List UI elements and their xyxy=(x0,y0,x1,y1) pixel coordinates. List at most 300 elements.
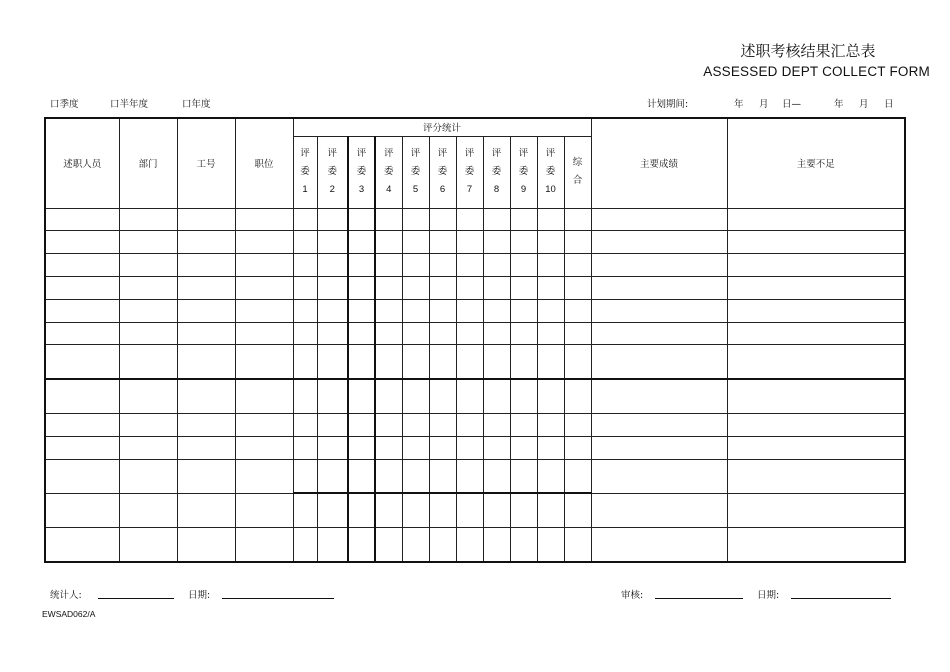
table-cell[interactable] xyxy=(375,345,402,379)
table-cell[interactable] xyxy=(402,322,429,345)
table-cell[interactable] xyxy=(402,528,429,562)
table-cell[interactable] xyxy=(235,231,293,254)
table-cell[interactable] xyxy=(537,459,564,493)
judge-char-2: 委 xyxy=(356,166,367,177)
table-cell[interactable] xyxy=(429,276,456,299)
table-cell[interactable] xyxy=(348,299,375,322)
option-year[interactable]: 口年度 xyxy=(182,99,211,110)
judge-char-1: 评 xyxy=(410,148,421,159)
table-row xyxy=(45,231,905,254)
table-cell[interactable] xyxy=(293,413,317,436)
table-cell[interactable] xyxy=(348,436,375,459)
table-cell[interactable] xyxy=(177,379,235,413)
table-cell[interactable] xyxy=(727,345,905,379)
table-cell[interactable] xyxy=(564,208,591,231)
col-header-judge-10 xyxy=(537,136,564,208)
table-cell[interactable] xyxy=(510,322,537,345)
table-row xyxy=(45,322,905,345)
table-cell[interactable] xyxy=(510,345,537,379)
table-cell[interactable] xyxy=(456,379,483,413)
table-cell[interactable] xyxy=(402,379,429,413)
table-cell[interactable] xyxy=(119,459,177,493)
table-cell[interactable] xyxy=(727,436,905,459)
judge-char-1: 评 xyxy=(464,148,475,159)
table-cell[interactable] xyxy=(293,379,317,413)
table-cell[interactable] xyxy=(564,231,591,254)
table-cell[interactable] xyxy=(317,528,348,562)
table-cell[interactable] xyxy=(483,254,510,277)
overall-text: 综 合 xyxy=(572,157,583,186)
table-cell[interactable] xyxy=(591,254,727,277)
table-cell[interactable] xyxy=(45,254,119,277)
judge-number: 4 xyxy=(386,184,392,195)
judge-char-2: 委 xyxy=(437,166,448,177)
table-cell[interactable] xyxy=(348,413,375,436)
table-cell[interactable] xyxy=(564,276,591,299)
table-cell[interactable] xyxy=(235,413,293,436)
table-cell[interactable] xyxy=(293,493,317,527)
table-cell[interactable] xyxy=(119,528,177,562)
table-cell[interactable] xyxy=(119,322,177,345)
table-cell[interactable] xyxy=(177,528,235,562)
table-cell[interactable] xyxy=(429,208,456,231)
table-row xyxy=(45,299,905,322)
judge-number: 1 xyxy=(302,184,308,195)
table-cell[interactable] xyxy=(348,528,375,562)
table-cell[interactable] xyxy=(429,379,456,413)
table-cell[interactable] xyxy=(317,379,348,413)
table-cell[interactable] xyxy=(429,436,456,459)
table-cell[interactable] xyxy=(293,254,317,277)
table-cell[interactable] xyxy=(119,379,177,413)
table-cell[interactable] xyxy=(483,322,510,345)
table-cell[interactable] xyxy=(293,459,317,493)
judge-char-2: 委 xyxy=(383,166,394,177)
review-label: 审核: xyxy=(621,590,644,601)
table-cell[interactable] xyxy=(45,231,119,254)
judge-char-1: 评 xyxy=(491,148,502,159)
table-row xyxy=(45,276,905,299)
table-cell[interactable] xyxy=(348,254,375,277)
date-label: 日期: xyxy=(188,590,211,601)
table-cell[interactable] xyxy=(119,436,177,459)
table-cell[interactable] xyxy=(727,299,905,322)
table-cell[interactable] xyxy=(537,493,564,527)
table-cell[interactable] xyxy=(45,493,119,527)
table-cell[interactable] xyxy=(45,436,119,459)
date-label-2: 日期: xyxy=(757,590,780,601)
form-title-cn: 述职考核结果汇总表 xyxy=(740,42,876,60)
table-cell[interactable] xyxy=(564,436,591,459)
table-cell[interactable] xyxy=(456,493,483,527)
table-cell[interactable] xyxy=(727,322,905,345)
table-cell[interactable] xyxy=(402,493,429,527)
table-cell[interactable] xyxy=(537,436,564,459)
table-cell[interactable] xyxy=(375,379,402,413)
table-cell[interactable] xyxy=(348,231,375,254)
table-cell[interactable] xyxy=(177,493,235,527)
table-cell[interactable] xyxy=(727,493,905,527)
table-cell[interactable] xyxy=(429,493,456,527)
table-cell[interactable] xyxy=(537,345,564,379)
table-cell[interactable] xyxy=(317,208,348,231)
col-header-achievements: 主要成绩 xyxy=(591,118,727,208)
table-cell[interactable] xyxy=(375,299,402,322)
table-cell[interactable] xyxy=(317,254,348,277)
table-cell[interactable] xyxy=(375,254,402,277)
table-cell[interactable] xyxy=(402,436,429,459)
table-cell[interactable] xyxy=(375,459,402,493)
table-cell[interactable] xyxy=(402,459,429,493)
table-cell[interactable] xyxy=(293,436,317,459)
table-cell[interactable] xyxy=(564,379,591,413)
table-cell[interactable] xyxy=(591,299,727,322)
table-cell[interactable] xyxy=(375,208,402,231)
table-cell[interactable] xyxy=(293,231,317,254)
table-cell[interactable] xyxy=(483,299,510,322)
table-cell[interactable] xyxy=(119,254,177,277)
judge-char-2: 委 xyxy=(518,166,529,177)
table-cell[interactable] xyxy=(591,459,727,493)
table-cell[interactable] xyxy=(317,322,348,345)
table-row xyxy=(45,493,905,527)
table-cell[interactable] xyxy=(591,345,727,379)
table-cell[interactable] xyxy=(537,379,564,413)
table-cell[interactable] xyxy=(456,345,483,379)
table-cell[interactable] xyxy=(177,231,235,254)
col-header-person: 述职人员 xyxy=(45,118,119,208)
table-cell[interactable] xyxy=(375,493,402,527)
table-cell[interactable] xyxy=(119,231,177,254)
table-cell[interactable] xyxy=(510,299,537,322)
table-row xyxy=(45,345,905,379)
table-cell[interactable] xyxy=(177,345,235,379)
option-quarter[interactable]: 口季度 xyxy=(50,99,79,110)
plan-month2-label: 月 xyxy=(859,99,869,110)
table-cell[interactable] xyxy=(293,299,317,322)
table-cell[interactable] xyxy=(564,493,591,527)
stat-person-field[interactable] xyxy=(98,598,174,599)
table-cell[interactable] xyxy=(591,528,727,562)
table-cell[interactable] xyxy=(537,322,564,345)
table-cell[interactable] xyxy=(483,231,510,254)
table-cell[interactable] xyxy=(45,276,119,299)
table-row xyxy=(45,459,905,493)
table-cell[interactable] xyxy=(348,322,375,345)
table-cell[interactable] xyxy=(510,459,537,493)
table-cell[interactable] xyxy=(591,231,727,254)
table-cell[interactable] xyxy=(235,493,293,527)
judge-number: 10 xyxy=(545,184,556,195)
table-cell[interactable] xyxy=(177,413,235,436)
table-cell[interactable] xyxy=(235,254,293,277)
table-cell[interactable] xyxy=(402,208,429,231)
table-cell[interactable] xyxy=(483,459,510,493)
col-header-id: 工号 xyxy=(177,118,235,208)
table-cell[interactable] xyxy=(510,493,537,527)
date-field[interactable] xyxy=(222,598,334,599)
table-cell[interactable] xyxy=(510,413,537,436)
table-cell[interactable] xyxy=(483,528,510,562)
table-cell[interactable] xyxy=(45,299,119,322)
judge-char-2: 委 xyxy=(410,166,421,177)
table-cell[interactable] xyxy=(119,299,177,322)
table-cell[interactable] xyxy=(537,208,564,231)
plan-year-label: 年 xyxy=(734,99,744,110)
col-header-shortcomings: 主要不足 xyxy=(727,118,905,208)
table-cell[interactable] xyxy=(429,413,456,436)
table-cell[interactable] xyxy=(317,276,348,299)
table-cell[interactable] xyxy=(564,299,591,322)
table-cell[interactable] xyxy=(177,254,235,277)
table-cell[interactable] xyxy=(456,254,483,277)
table-cell[interactable] xyxy=(45,322,119,345)
review-field[interactable] xyxy=(655,598,743,599)
table-cell[interactable] xyxy=(456,528,483,562)
table-cell[interactable] xyxy=(456,322,483,345)
table-cell[interactable] xyxy=(727,459,905,493)
col-header-score-group: 评分统计 xyxy=(293,118,591,136)
judge-char-1: 评 xyxy=(545,148,556,159)
table-row xyxy=(45,254,905,277)
table-cell[interactable] xyxy=(483,379,510,413)
table-cell[interactable] xyxy=(235,528,293,562)
table-cell[interactable] xyxy=(564,459,591,493)
table-cell[interactable] xyxy=(235,379,293,413)
table-cell[interactable] xyxy=(235,208,293,231)
judge-char-2: 委 xyxy=(464,166,475,177)
table-cell[interactable] xyxy=(235,436,293,459)
judge-char-2: 委 xyxy=(491,166,502,177)
judge-char-1: 评 xyxy=(518,148,529,159)
judge-number: 3 xyxy=(358,184,365,195)
table-cell[interactable] xyxy=(483,436,510,459)
table-cell[interactable] xyxy=(293,208,317,231)
table-cell[interactable] xyxy=(375,528,402,562)
table-cell[interactable] xyxy=(348,345,375,379)
table-cell[interactable] xyxy=(429,322,456,345)
judge-number: 8 xyxy=(493,184,500,195)
col-header-judge-2 xyxy=(317,136,348,208)
table-cell[interactable] xyxy=(591,208,727,231)
table-cell[interactable] xyxy=(45,459,119,493)
option-half-year[interactable]: 口半年度 xyxy=(110,99,149,110)
col-header-judge-4 xyxy=(375,136,402,208)
table-cell[interactable] xyxy=(45,345,119,379)
table-cell[interactable] xyxy=(293,276,317,299)
table-cell[interactable] xyxy=(177,459,235,493)
table-cell[interactable] xyxy=(483,208,510,231)
date-field-2[interactable] xyxy=(791,598,891,599)
table-cell[interactable] xyxy=(537,299,564,322)
table-cell[interactable] xyxy=(591,379,727,413)
table-cell[interactable] xyxy=(45,413,119,436)
table-cell[interactable] xyxy=(348,493,375,527)
table-cell[interactable] xyxy=(375,322,402,345)
stat-person-label: 统计人: xyxy=(50,590,82,601)
table-cell[interactable] xyxy=(402,254,429,277)
table-cell[interactable] xyxy=(177,208,235,231)
table-cell[interactable] xyxy=(348,459,375,493)
table-cell[interactable] xyxy=(375,436,402,459)
table-cell[interactable] xyxy=(456,436,483,459)
col-header-overall xyxy=(564,136,591,208)
table-cell[interactable] xyxy=(483,493,510,527)
table-cell[interactable] xyxy=(483,345,510,379)
col-header-judge-9 xyxy=(510,136,537,208)
table-cell[interactable] xyxy=(456,459,483,493)
col-header-judge-7 xyxy=(456,136,483,208)
table-cell[interactable] xyxy=(177,299,235,322)
table-cell[interactable] xyxy=(727,231,905,254)
table-cell[interactable] xyxy=(119,208,177,231)
form-code: EWSAD062/A xyxy=(42,609,96,619)
table-cell[interactable] xyxy=(402,276,429,299)
col-header-position: 职位 xyxy=(235,118,293,208)
table-cell[interactable] xyxy=(177,436,235,459)
plan-period-label: 计划期间: xyxy=(647,99,689,110)
judge-char-2: 委 xyxy=(300,166,310,177)
table-cell[interactable] xyxy=(727,528,905,562)
table-cell[interactable] xyxy=(727,379,905,413)
table-cell[interactable] xyxy=(348,276,375,299)
table-cell[interactable] xyxy=(402,345,429,379)
table-cell[interactable] xyxy=(429,345,456,379)
table-cell[interactable] xyxy=(510,231,537,254)
table-cell[interactable] xyxy=(348,379,375,413)
table-cell[interactable] xyxy=(317,231,348,254)
judge-char-1: 评 xyxy=(437,148,448,159)
table-cell[interactable] xyxy=(537,231,564,254)
table-cell[interactable] xyxy=(317,459,348,493)
table-cell[interactable] xyxy=(456,231,483,254)
table-cell[interactable] xyxy=(348,208,375,231)
col-header-judge-1 xyxy=(293,136,317,208)
table-cell[interactable] xyxy=(510,254,537,277)
table-cell[interactable] xyxy=(510,276,537,299)
table-cell[interactable] xyxy=(429,231,456,254)
table-cell[interactable] xyxy=(119,345,177,379)
col-header-judge-8 xyxy=(483,136,510,208)
table-cell[interactable] xyxy=(429,528,456,562)
table-cell[interactable] xyxy=(456,413,483,436)
table-cell[interactable] xyxy=(293,345,317,379)
table-cell[interactable] xyxy=(235,322,293,345)
table-cell[interactable] xyxy=(727,413,905,436)
col-header-dept: 部门 xyxy=(119,118,177,208)
table-cell[interactable] xyxy=(564,322,591,345)
table-row xyxy=(45,208,905,231)
table-cell[interactable] xyxy=(293,528,317,562)
judge-number: 6 xyxy=(439,184,446,195)
table-cell[interactable] xyxy=(375,413,402,436)
table-cell[interactable] xyxy=(45,528,119,562)
plan-day-to-label: 日— xyxy=(782,99,802,110)
table-cell[interactable] xyxy=(317,436,348,459)
judge-char-2: 委 xyxy=(545,166,556,177)
table-cell[interactable] xyxy=(564,254,591,277)
table-cell[interactable] xyxy=(564,345,591,379)
table-row xyxy=(45,436,905,459)
judge-number: 9 xyxy=(520,184,527,195)
table-cell[interactable] xyxy=(591,413,727,436)
table-cell[interactable] xyxy=(591,322,727,345)
table-cell[interactable] xyxy=(456,299,483,322)
judge-char-1: 评 xyxy=(356,148,367,159)
table-cell[interactable] xyxy=(591,436,727,459)
table-cell[interactable] xyxy=(317,493,348,527)
plan-year2-label: 年 xyxy=(834,99,844,110)
col-header-judge-5 xyxy=(402,136,429,208)
table-cell[interactable] xyxy=(510,528,537,562)
table-cell[interactable] xyxy=(727,208,905,231)
table-cell[interactable] xyxy=(317,299,348,322)
table-cell[interactable] xyxy=(45,208,119,231)
table-cell[interactable] xyxy=(510,208,537,231)
judge-char-1: 评 xyxy=(300,148,310,159)
table-cell[interactable] xyxy=(564,528,591,562)
judge-number: 5 xyxy=(412,184,419,195)
table-cell[interactable] xyxy=(177,322,235,345)
table-cell[interactable] xyxy=(727,254,905,277)
table-cell[interactable] xyxy=(564,413,591,436)
table-cell[interactable] xyxy=(429,254,456,277)
table-cell[interactable] xyxy=(456,208,483,231)
table-cell[interactable] xyxy=(235,299,293,322)
table-cell[interactable] xyxy=(537,276,564,299)
table-cell[interactable] xyxy=(537,254,564,277)
table-cell[interactable] xyxy=(591,493,727,527)
table-cell[interactable] xyxy=(456,276,483,299)
table-cell[interactable] xyxy=(317,413,348,436)
table-cell[interactable] xyxy=(375,231,402,254)
table-cell[interactable] xyxy=(483,413,510,436)
table-cell[interactable] xyxy=(402,299,429,322)
table-cell[interactable] xyxy=(483,276,510,299)
summary-table xyxy=(44,117,906,563)
judge-char-1: 评 xyxy=(327,148,337,159)
table-row xyxy=(45,413,905,436)
table-cell[interactable] xyxy=(510,436,537,459)
table-cell[interactable] xyxy=(537,413,564,436)
table-cell[interactable] xyxy=(235,459,293,493)
table-row xyxy=(45,379,905,413)
table-cell[interactable] xyxy=(402,413,429,436)
table-cell[interactable] xyxy=(727,276,905,299)
table-cell[interactable] xyxy=(235,276,293,299)
table-cell[interactable] xyxy=(293,322,317,345)
table-cell[interactable] xyxy=(177,276,235,299)
table-cell[interactable] xyxy=(591,276,727,299)
judge-number: 7 xyxy=(466,184,473,195)
table-cell[interactable] xyxy=(429,299,456,322)
table-cell[interactable] xyxy=(119,493,177,527)
table-cell[interactable] xyxy=(429,459,456,493)
table-cell[interactable] xyxy=(235,345,293,379)
table-cell[interactable] xyxy=(510,379,537,413)
table-cell[interactable] xyxy=(537,528,564,562)
judge-char-1: 评 xyxy=(383,148,394,159)
table-cell[interactable] xyxy=(45,379,119,413)
table-row xyxy=(45,528,905,562)
table-cell[interactable] xyxy=(402,231,429,254)
table-cell[interactable] xyxy=(317,345,348,379)
form-title-en: ASSESSED DEPT COLLECT FORM xyxy=(703,64,930,79)
table-cell[interactable] xyxy=(375,276,402,299)
table-cell[interactable] xyxy=(119,413,177,436)
judge-number: 2 xyxy=(329,184,335,195)
table-cell[interactable] xyxy=(119,276,177,299)
